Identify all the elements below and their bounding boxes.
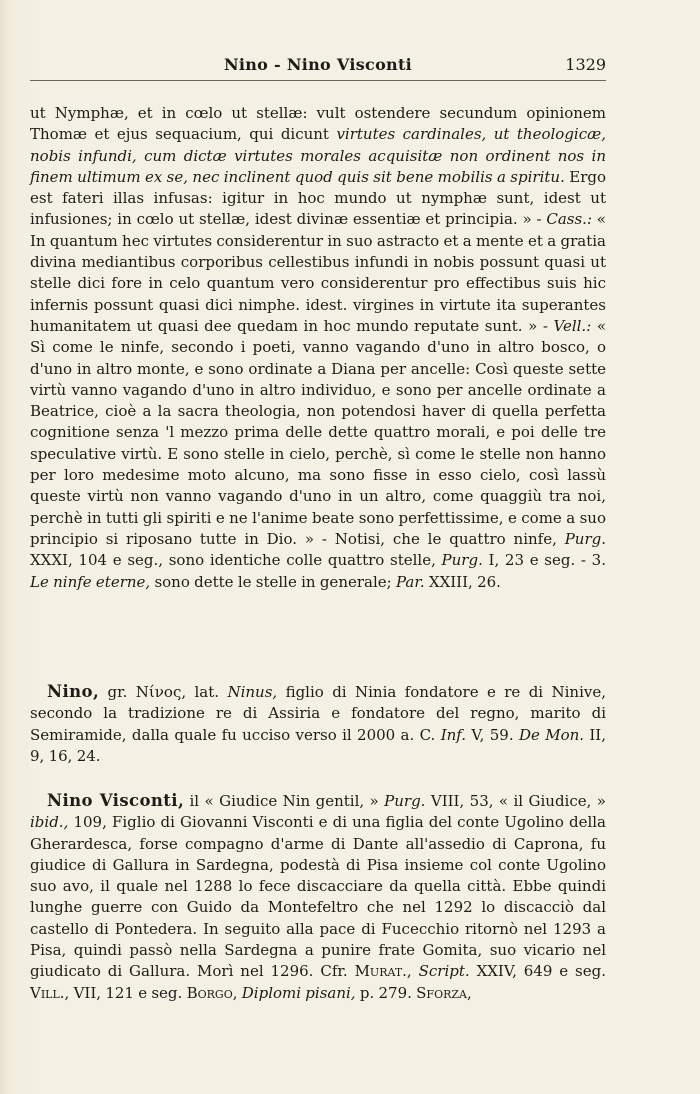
text-run: Ergo est fateri illas infusas: igitur in hoc mundo ut nymphæ sunt, idest ut infusiones; in cœlo ut stellæ, idest divinæ essentiæ et principia. » - [30, 167, 606, 229]
citation-ibid: ibid., [30, 813, 69, 832]
citation-purg: Purg. [441, 551, 483, 570]
text-run: XXIII, 26. [424, 572, 501, 591]
entry-headword: Nino Visconti, [47, 791, 185, 810]
citation-diplomi: Diplomi pisani, [241, 983, 356, 1002]
page-number: 1329 [565, 55, 606, 74]
text-run: « Sì come le ninfe, secondo i poeti, vanno vagando d'uno in altro bosco, o d'uno in altro monte, e sono ordinate a Diana per ancelle: Così queste sette virtù vanno vagando d'uno in altro individuo, e sono per ancelle ordinate a Beatrice, cioè a la sacra theologia, non potendosi haver di quella perfetta cognitione senza 'l mezzo prima delle dette quattro morali, e poi delle tre speculative virtù. E sono stelle in cielo, perchè, sì come le stelle non hanno per loro medesime moto alcuno, ma sono fisse in esso cielo, così lassù queste virtù non vanno vagando d'uno in un altro, come quaggiù tra noi, perchè in tutti gli spiriti e ne l'anime beate sono perfettissime, e come a suo principio si riposano tutte in Dio. » - Notisi, che le quattro ninfe, [30, 316, 606, 548]
author-vill: Vill., [30, 983, 70, 1002]
text-run: il « Giudice Nin gentil, » [184, 792, 385, 810]
text-run: II, 9, 16, 24. [30, 725, 607, 765]
entry-nino [30, 681, 606, 767]
citation-script: Script. [418, 962, 470, 981]
citation-de-mon: De Mon. [518, 725, 585, 744]
text-run: sono dette le stelle in generale; [150, 572, 396, 591]
author-murat: Murat., [354, 962, 412, 981]
running-head [30, 55, 606, 77]
italic-lemma: Le ninfe eterne, [30, 572, 151, 591]
text-run: VIII, 53, « il Giudice, » [425, 792, 606, 810]
author-sforza: Sforza, [416, 983, 472, 1002]
latin-name: Ninus, [227, 683, 278, 701]
text-run: figlio di Ninia fondatore e re di Ninive, secondo la tradizione re di Assiria e fondatore del regno, marito di Semiramide, dalla quale fu ucciso verso il 2000 a. C. [30, 683, 606, 744]
commentator-cass: Cass.: [546, 210, 592, 229]
running-head-title: Nino - Nino Visconti [223, 55, 413, 74]
text-run: I, 23 e seg. - 3. [482, 551, 606, 570]
header-rule [30, 80, 606, 81]
text-run: V, 59. [466, 725, 519, 744]
italic-quote: virtutes cardinales, ut theologicæ, nobis infundi, cum dictæ virtutes morales acquisitæ non ordinent nos in finem ultimum ex se, nec inclinent quod quis sit bene mobilis a spiritu. [30, 125, 606, 186]
commentator-vell: Vell.: [553, 316, 592, 335]
citation-purg: Purg. [384, 792, 426, 810]
text-run: XXIV, 649 e seg. [469, 962, 606, 981]
citation-par: Par. [395, 572, 425, 591]
text-run: 109, Figlio di Giovanni Visconti e di una figlia del conte Ugolino della Gherardesca, forse compagno d'arme di Dante all'assedio di Caprona, fu giudice di Gallura in Sardegna, podestà di Pisa insieme col conte Ugolino suo avo, il quale nel 1288 lo fece discacciare da quella città. Ebbe quindi lunghe guerre con Guido da Montefeltro che nel 1292 lo discacciò dal castello di Pontedera. In seguito alla pace di Fucecchio ritornò nel 1293 a Pisa, quindi passò nella Sardegna a punire frate Gomita, suo vicario nel giudicato di Gallura. Morì nel 1296. Cfr. [30, 813, 606, 981]
entry-headword: Nino, [47, 682, 100, 701]
citation-inf: Inf. [440, 725, 467, 744]
author-borgo: Borgo, [186, 983, 238, 1002]
text-run: « In quantum hec virtutes considerentur in suo astracto et a mente et a gratia divina mediantibus corporibus cellestibus infundi in nobis possunt quasi ut stelle dici fore in celo quantum vero considerentur pro effectibus suis hic infernis possunt quasi dici nimphe. idest. virgines in virtute ita superantes humanitatem ut quasi dee quedam in hoc mundo reputate sunt. » - [30, 210, 606, 335]
continuation-text [30, 103, 606, 593]
continuation-paragraph [30, 103, 606, 593]
entry-nino-visconti [30, 790, 606, 1004]
text-run: p. 279. [355, 983, 417, 1002]
text-run: XXXI, 104 e seg., sono identiche colle quattro stelle, [30, 551, 442, 570]
text-run: VII, 121 e seg. [69, 983, 187, 1002]
citation-purg: Purg. [564, 529, 606, 548]
text-run: ut Nymphæ, et in cœlo ut stellæ: vult ostendere secundum opinionem Thomæ et ejus sequacium, qui dicunt [30, 104, 606, 144]
text-run [412, 962, 419, 980]
text-run: gr. Νίνος, lat. [99, 683, 228, 701]
